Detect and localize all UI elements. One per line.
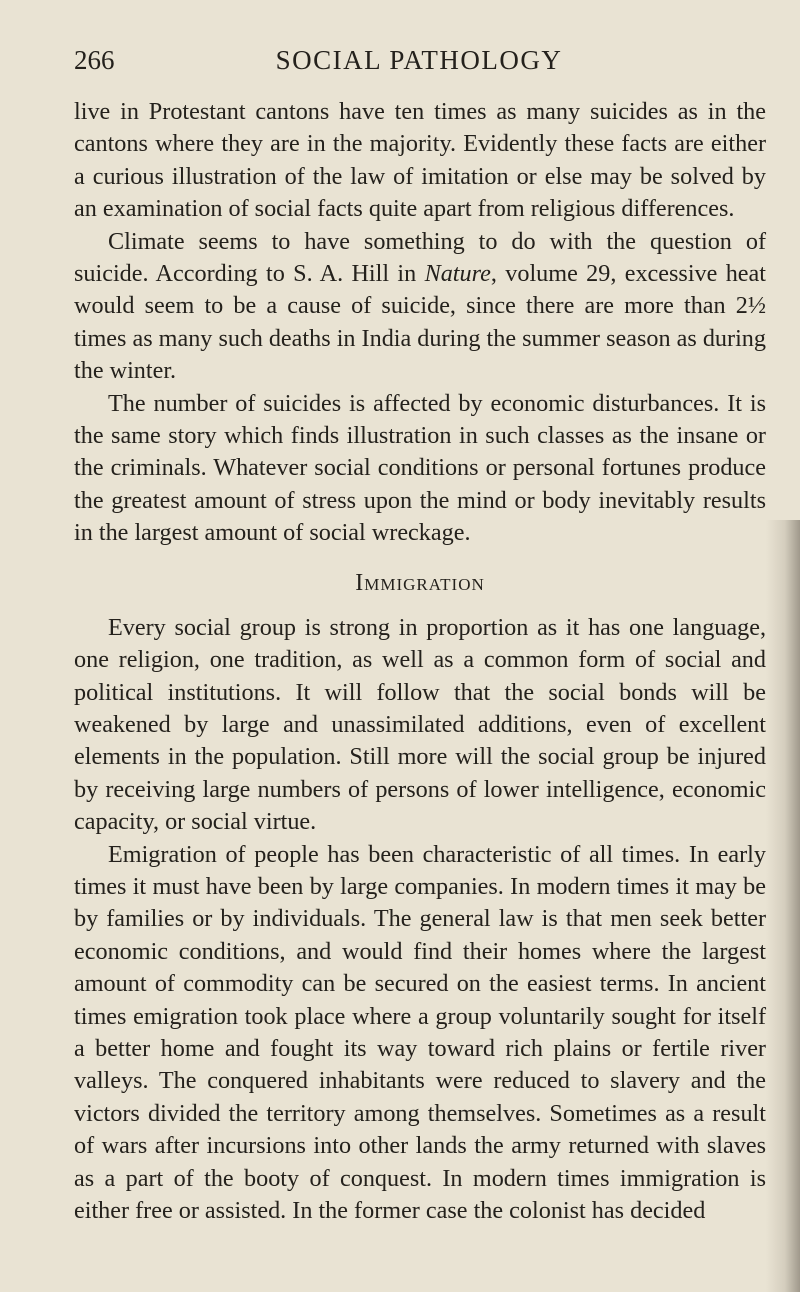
paragraph-economic: The number of suicides is affected by economic disturbances. It is the same story which finds illustration in such classes as the insane or the criminals. Whatever social conditions or personal fortunes produce the greatest amount of stress upon the mind or body inevitably results in the largest amount of social wreckage.	[74, 389, 766, 547]
body-text	[74, 96, 766, 1227]
paragraph-emigration: Emigration of people has been characteristic of all times. In early times it must have been by large companies. In modern times it may be by families or by individuals. The general law is that men seek better economic conditions, and would find their homes where the largest amount of commodity can be secured on the easiest terms. In ancient times emigration took place where a group voluntarily sought for itself a better home and fought its way toward rich plains or fertile river valleys. The conquered inhabitants were reduced to slavery and the victors divided the territory among themselves. Sometimes as a result of wars after incursions into other lands the army returned with slaves as a part of the booty of conquest. In modern times immigration is either free or assisted. In the former case the colonist has decided	[74, 840, 766, 1224]
paragraph-social-group: Every social group is strong in proportion as it has one language, one religion, one tradition, as well as a common form of social and political institutions. It will follow that the social bonds will be weakened by large and unassimilated additions, even of excellent elements in the population. Still more will the social group be injured by receiving large numbers of persons of lower intelligence, economic capacity, or social virtue.	[74, 613, 766, 836]
page-number: 266	[74, 45, 115, 75]
paragraph-climate-text-2: , volume 29, excessive heat would seem to be a cause of suicide, since there are more than 2½ times as many such deaths in India during the summer season as during the winter.	[74, 260, 766, 385]
journal-title: Nature	[424, 260, 491, 288]
paragraph-continuation: live in Protestant cantons have ten times as many suicides as in the cantons where they are in the majority. Evidently these facts are either a curious illustration of the law of imitation or else may be solved by an examination of social facts quite apart from religious differences.	[74, 98, 766, 223]
page-edge-shadow	[766, 520, 800, 1292]
paragraph-climate-text-1: Climate seems to have something to do with the question of suicide. According to S. A. Hill in	[74, 227, 766, 288]
section-heading: Immigration	[355, 569, 485, 596]
paragraph-climate	[74, 226, 766, 388]
running-title: SOCIAL PATHOLOGY	[275, 45, 563, 75]
page-header	[74, 40, 764, 80]
